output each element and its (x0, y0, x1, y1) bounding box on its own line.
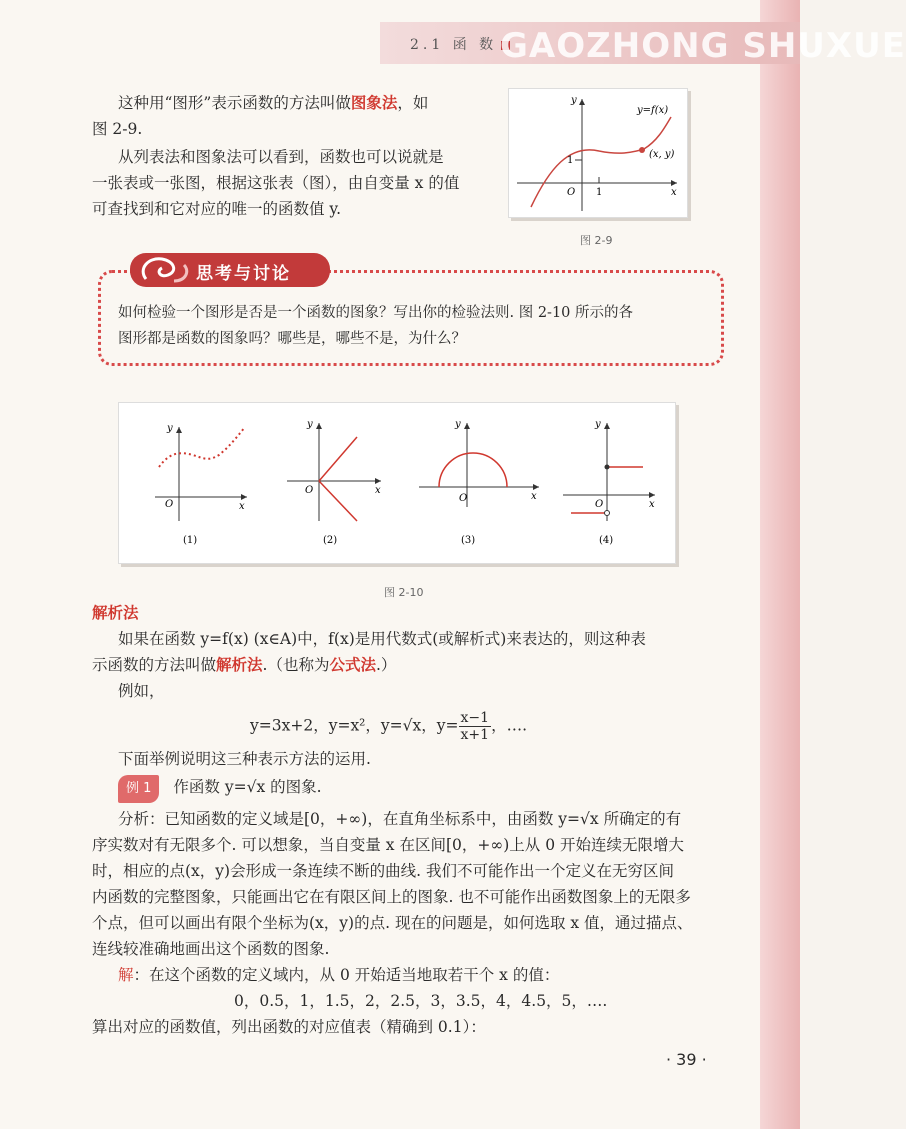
example-1: 例 1 作函数 y=√x 的图象. (118, 774, 322, 803)
analytic-line1: 如果在函数 y=f(x) (x∈A)中，f(x)是用代数式(或解析式)来表达的，则这种表 (118, 630, 646, 648)
fig29-x-label: x (671, 187, 677, 198)
swirl-icon (134, 253, 194, 287)
fig29-point-label: (x, y) (649, 149, 675, 160)
series-watermark: GAOZHONG SHUXUE (500, 26, 906, 66)
discussion-line2: 图形都是函数的图象吗？哪些是，哪些不是，为什么？ (118, 331, 466, 347)
example-intro: 例如， (118, 682, 165, 700)
panel-2-graph (287, 423, 381, 521)
panel-3-y-label: y (455, 419, 461, 430)
fig29-tick-y: 1 (567, 155, 574, 166)
figure-2-10 (118, 402, 676, 564)
panel-2-x-label: x (375, 485, 381, 496)
panel-3-caption: (3) (461, 535, 476, 546)
running-header (380, 22, 906, 66)
figure-2-9-caption: 图 2-9 (580, 234, 613, 247)
panel-4-graph (563, 423, 655, 521)
page-number: · 39 · (666, 1050, 707, 1069)
figure-2-9 (508, 88, 688, 218)
para2-line2: 一张表或一张图，根据这张表（图），由自变量 x 的值 (92, 174, 460, 192)
panel-1-y-label: y (167, 423, 173, 434)
formula-line: y=3x+2，y=x²，y=√x，y= $\frac{x-1}{x+1}$，…. (250, 710, 527, 743)
panel-1-origin-label: O (165, 499, 174, 510)
discussion-title: 思考与讨论 (196, 264, 291, 284)
section-title: 2.1 函 数 (410, 34, 510, 54)
solution-line1: 解：在这个函数的定义域内，从 0 开始适当地取若干个 x 的值： (118, 966, 560, 984)
analysis-line5: 个点，但可以画出有限个坐标为(x，y)的点. 现在的问题是，如何选取 x 值，通过描点、 (92, 914, 693, 932)
analysis-line3: 时，相应的点(x，y)会形成一条连续不断的曲线. 我们不可能作出一个定义在无穷区间 (92, 862, 674, 880)
panel-2-y-label: y (307, 419, 313, 430)
panel-3-graph (419, 423, 539, 507)
analysis-line1: 分析：已知函数的定义域是[0，+∞)，在直角坐标系中，由函数 y=√x 所确定的有 (118, 810, 682, 828)
methods-intro: 下面举例说明这三种表示方法的运用. (118, 750, 371, 768)
analytic-heading: 解析法 (92, 603, 139, 622)
term-formula: 公式法 (329, 655, 376, 674)
panel-4-x-label: x (649, 499, 655, 510)
panel-2-origin-label: O (305, 485, 314, 496)
fig29-tick-x: 1 (596, 187, 603, 198)
example-badge: 例 1 (118, 775, 159, 803)
panel-4-y-label: y (595, 419, 601, 430)
panel-3-origin-label: O (459, 493, 468, 504)
analysis-line2: 序实数对有无限多个. 可以想象，当自变量 x 在区间[0，+∞)上从 0 开始连续无限增大 (92, 836, 685, 854)
solution-line3: 算出对应的函数值，列出函数的对应值表（精确到 0.1）： (92, 1018, 486, 1036)
para2-line1: 从列表法和图象法可以看到，函数也可以说就是 (118, 148, 444, 166)
para1-line2: 图 2-9. (92, 120, 143, 138)
analysis-line6: 连线较准确地画出这个函数的图象. (92, 940, 330, 958)
fig29-y-label: y (571, 95, 577, 106)
panel-2-caption: (2) (323, 535, 338, 546)
panel-1-caption: (1) (183, 535, 198, 546)
figure-2-9-graph (509, 89, 687, 217)
fig29-origin-label: O (567, 187, 576, 198)
fig29-curve-label: y=f(x) (637, 105, 669, 116)
term-graph-method: 图象法 (350, 93, 398, 112)
term-analytic: 解析法 (216, 655, 263, 674)
discussion-title-badge (130, 253, 330, 287)
discussion-line1: 如何检验一个图形是否是一个函数的图象？写出你的检验法则. 图 2-10 所示的各 (118, 305, 634, 321)
margin-stripe (760, 0, 800, 1129)
figure-2-10-graphs (119, 403, 675, 563)
para1-line1: 这种用“图形”表示函数的方法叫做图象法，如 (118, 93, 429, 112)
analysis-line4: 内函数的完整图象，只能画出它在有限区间上的图象. 也不可能作出函数图象上的无限多 (92, 888, 691, 906)
solution-label: 解 (118, 966, 134, 984)
para2-line3: 可查找到和它对应的唯一的函数值 y. (92, 200, 342, 218)
panel-3-x-label: x (531, 491, 537, 502)
solution-values: 0，0.5，1，1.5，2，2.5，3，3.5，4，4.5，5，…. (234, 992, 608, 1010)
figure-2-10-caption: 图 2-10 (384, 586, 424, 599)
panel-4-origin-label: O (595, 499, 604, 510)
fraction: $\frac{x-1}{x+1}$ (460, 710, 490, 743)
panel-1-x-label: x (239, 501, 245, 512)
discussion-text (118, 300, 718, 352)
panel-4-caption: (4) (599, 535, 614, 546)
analytic-line2: 示函数的方法叫做解析法.（也称为公式法.） (92, 655, 397, 674)
